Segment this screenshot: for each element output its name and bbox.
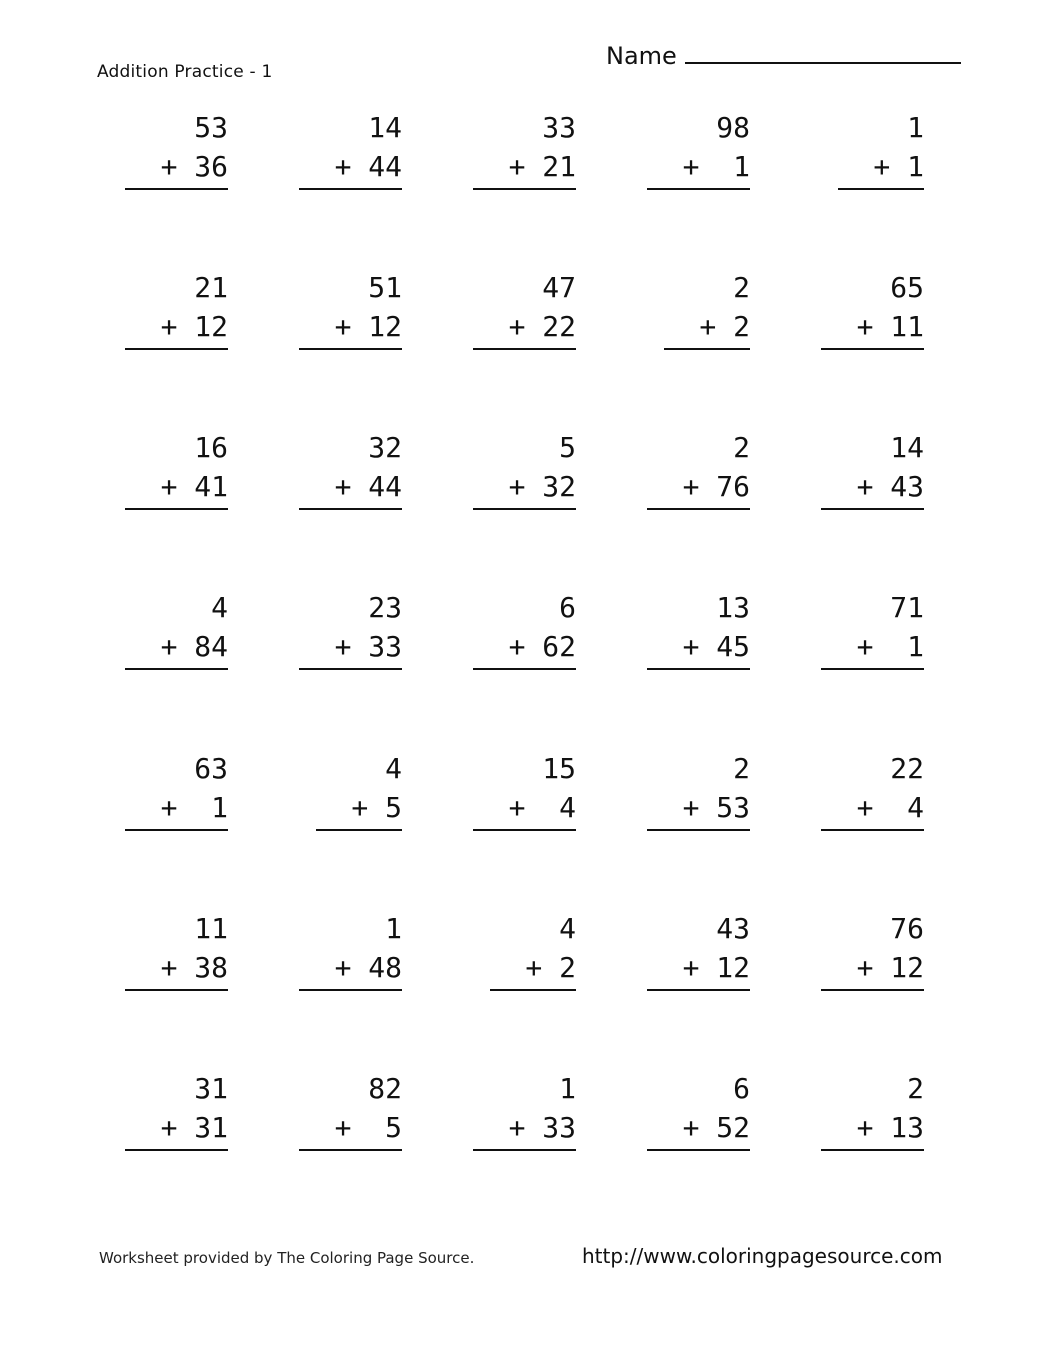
addend-top: 11 — [194, 912, 228, 945]
addend-top: 13 — [716, 591, 750, 624]
addend-bottom: + 32 — [508, 470, 576, 503]
addend-top: 32 — [368, 431, 402, 464]
addend-top: 14 — [890, 431, 924, 464]
addend-bottom: + 2 — [525, 951, 576, 984]
addend-top: 65 — [890, 271, 924, 304]
answer-line[interactable] — [125, 348, 228, 350]
answer-line[interactable] — [473, 188, 576, 190]
answer-line[interactable] — [125, 1149, 228, 1151]
answer-line[interactable] — [125, 188, 228, 190]
addend-bottom: + 12 — [682, 951, 750, 984]
answer-line[interactable] — [299, 348, 402, 350]
addend-bottom: + 48 — [334, 951, 402, 984]
addend-top: 5 — [559, 431, 576, 464]
addend-bottom: + 36 — [160, 150, 228, 183]
answer-line[interactable] — [125, 829, 228, 831]
addend-bottom: + 62 — [508, 630, 576, 663]
answer-line[interactable] — [125, 508, 228, 510]
name-blank-line[interactable] — [685, 40, 961, 64]
footer-url: http://www.coloringpagesource.com — [582, 1244, 943, 1268]
answer-line[interactable] — [299, 989, 402, 991]
answer-line[interactable] — [821, 1149, 924, 1151]
addend-bottom: + 41 — [160, 470, 228, 503]
addend-bottom: + 1 — [873, 150, 924, 183]
answer-line[interactable] — [838, 188, 924, 190]
answer-line[interactable] — [821, 989, 924, 991]
answer-line[interactable] — [473, 668, 576, 670]
footer-credit: Worksheet provided by The Coloring Page Source. — [99, 1249, 475, 1267]
answer-line[interactable] — [299, 1149, 402, 1151]
addend-bottom: + 1 — [856, 630, 924, 663]
answer-line[interactable] — [821, 508, 924, 510]
addend-top: 23 — [368, 591, 402, 624]
addend-top: 6 — [733, 1072, 750, 1105]
answer-line[interactable] — [647, 668, 750, 670]
addend-top: 33 — [542, 111, 576, 144]
addend-bottom: + 43 — [856, 470, 924, 503]
addend-top: 53 — [194, 111, 228, 144]
addend-bottom: + 5 — [334, 1111, 402, 1144]
addend-bottom: + 33 — [334, 630, 402, 663]
addend-bottom: + 4 — [508, 791, 576, 824]
addend-bottom: + 1 — [682, 150, 750, 183]
addend-bottom: + 12 — [160, 310, 228, 343]
addend-top: 51 — [368, 271, 402, 304]
addend-bottom: + 84 — [160, 630, 228, 663]
addend-bottom: + 1 — [160, 791, 228, 824]
addend-top: 71 — [890, 591, 924, 624]
addend-bottom: + 2 — [699, 310, 750, 343]
addend-top: 14 — [368, 111, 402, 144]
addend-top: 4 — [559, 912, 576, 945]
addend-bottom: + 38 — [160, 951, 228, 984]
worksheet-title: Addition Practice - 1 — [97, 62, 273, 82]
answer-line[interactable] — [821, 829, 924, 831]
addend-top: 1 — [907, 111, 924, 144]
addend-top: 82 — [368, 1072, 402, 1105]
answer-line[interactable] — [821, 668, 924, 670]
answer-line[interactable] — [473, 1149, 576, 1151]
name-label: Name — [606, 42, 677, 70]
addend-bottom: + 44 — [334, 470, 402, 503]
answer-line[interactable] — [299, 508, 402, 510]
addend-top: 2 — [733, 431, 750, 464]
answer-line[interactable] — [664, 348, 750, 350]
answer-line[interactable] — [821, 348, 924, 350]
answer-line[interactable] — [647, 989, 750, 991]
addend-bottom: + 4 — [856, 791, 924, 824]
addend-bottom: + 22 — [508, 310, 576, 343]
addend-bottom: + 12 — [856, 951, 924, 984]
answer-line[interactable] — [299, 188, 402, 190]
answer-line[interactable] — [490, 989, 576, 991]
addend-top: 2 — [733, 271, 750, 304]
addend-bottom: + 76 — [682, 470, 750, 503]
addend-top: 4 — [211, 591, 228, 624]
addend-top: 31 — [194, 1072, 228, 1105]
addend-bottom: + 31 — [160, 1111, 228, 1144]
addend-top: 15 — [542, 752, 576, 785]
addend-bottom: + 13 — [856, 1111, 924, 1144]
addend-top: 43 — [716, 912, 750, 945]
addend-top: 98 — [716, 111, 750, 144]
addend-top: 76 — [890, 912, 924, 945]
answer-line[interactable] — [473, 348, 576, 350]
answer-line[interactable] — [125, 668, 228, 670]
addend-top: 2 — [733, 752, 750, 785]
addend-bottom: + 12 — [334, 310, 402, 343]
addend-top: 47 — [542, 271, 576, 304]
answer-line[interactable] — [125, 989, 228, 991]
answer-line[interactable] — [647, 1149, 750, 1151]
answer-line[interactable] — [299, 668, 402, 670]
answer-line[interactable] — [316, 829, 402, 831]
addend-top: 6 — [559, 591, 576, 624]
addend-bottom: + 52 — [682, 1111, 750, 1144]
addend-bottom: + 45 — [682, 630, 750, 663]
addend-top: 16 — [194, 431, 228, 464]
answer-line[interactable] — [473, 829, 576, 831]
answer-line[interactable] — [647, 829, 750, 831]
addend-bottom: + 53 — [682, 791, 750, 824]
addend-top: 63 — [194, 752, 228, 785]
name-field — [606, 40, 961, 70]
answer-line[interactable] — [473, 508, 576, 510]
addend-bottom: + 44 — [334, 150, 402, 183]
addend-bottom: + 21 — [508, 150, 576, 183]
addend-top: 21 — [194, 271, 228, 304]
addend-bottom: + 11 — [856, 310, 924, 343]
addend-top: 22 — [890, 752, 924, 785]
answer-line[interactable] — [647, 188, 750, 190]
addend-top: 2 — [907, 1072, 924, 1105]
addend-top: 1 — [559, 1072, 576, 1105]
addend-bottom: + 5 — [351, 791, 402, 824]
addend-top: 4 — [385, 752, 402, 785]
addend-top: 1 — [385, 912, 402, 945]
answer-line[interactable] — [647, 508, 750, 510]
addend-bottom: + 33 — [508, 1111, 576, 1144]
